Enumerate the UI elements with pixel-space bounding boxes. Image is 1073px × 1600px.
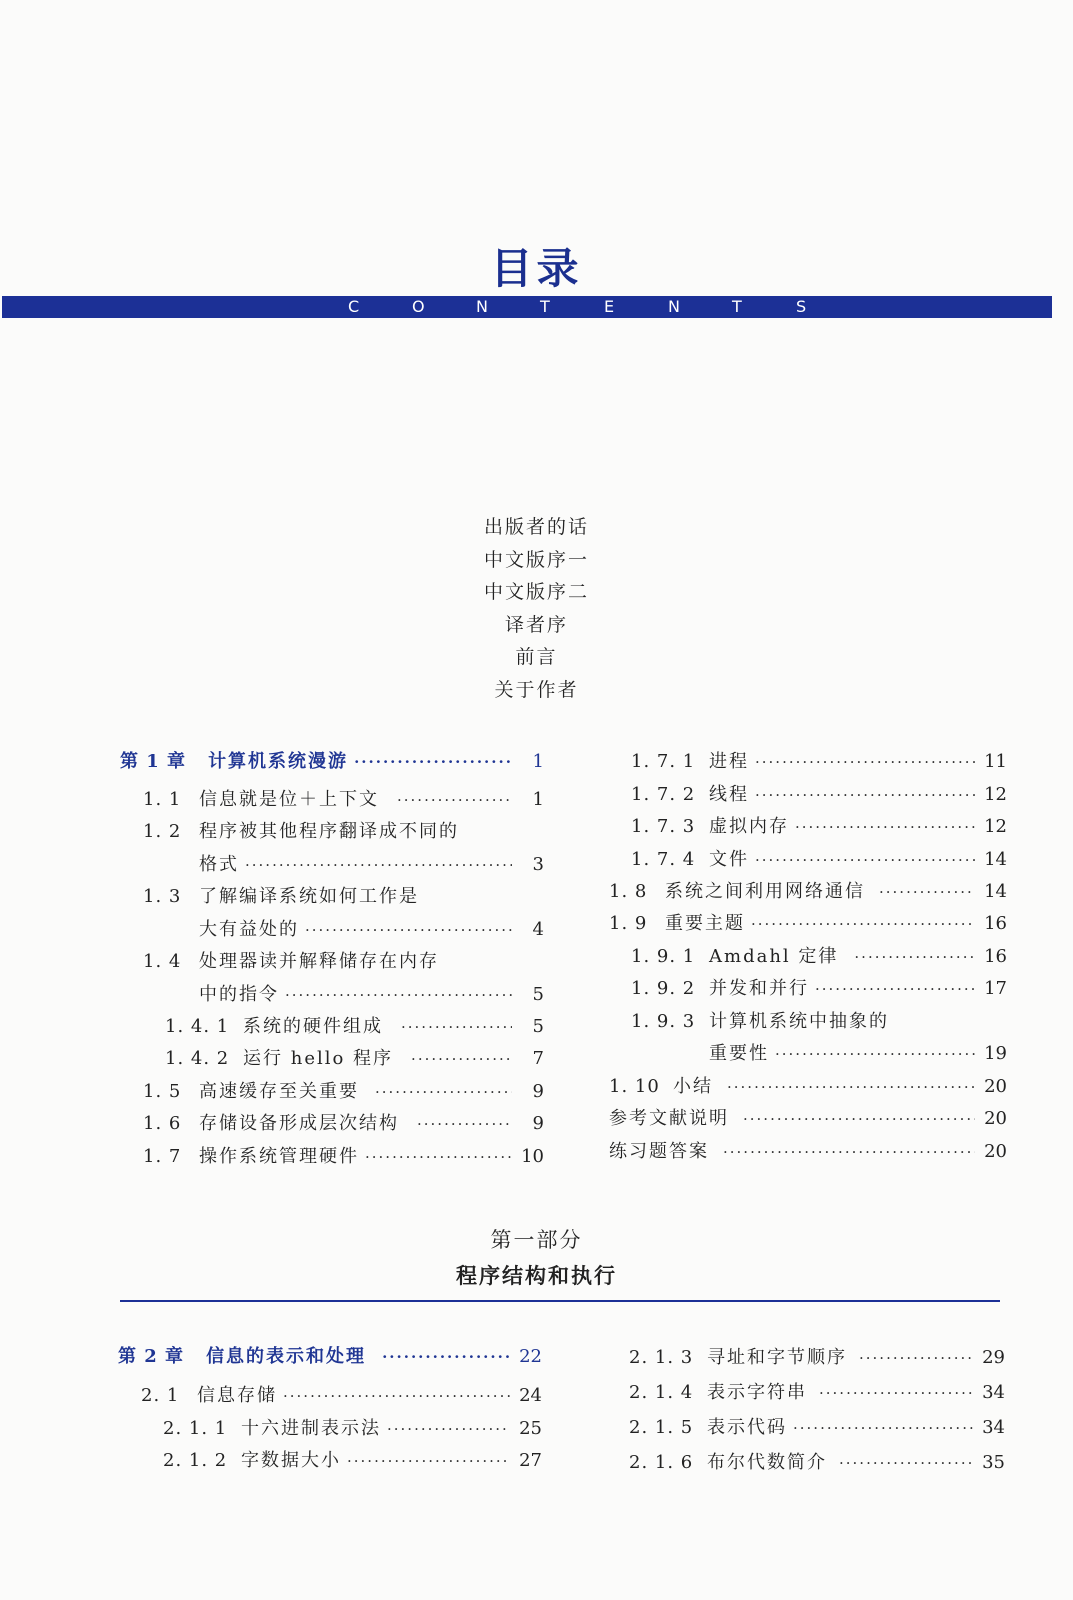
page-number: 12 — [984, 784, 1007, 805]
section-number: 2. 1. 2 — [163, 1450, 228, 1471]
section-title: 格式 — [199, 854, 239, 875]
section-title: 表示字符串 — [707, 1382, 807, 1403]
section-title: 信息就是位＋上下文 — [199, 789, 379, 810]
front-matter-item[interactable]: 中文版序一 — [483, 549, 589, 571]
section-number: 1. 5 — [143, 1081, 182, 1102]
section-number: 1. 4. 2 — [165, 1048, 230, 1069]
chapter-title: 信息的表示和处理 — [206, 1346, 367, 1367]
chapter-number: 第 2 章 — [118, 1346, 185, 1367]
toc-entry[interactable] — [631, 848, 1007, 872]
section-title: 存储设备形成层次结构 — [199, 1113, 399, 1134]
page-number: 35 — [982, 1452, 1005, 1473]
section-title: 大有益处的 — [199, 919, 299, 940]
section-title: 系统的硬件组成 — [243, 1016, 383, 1037]
page-title: 目录 — [490, 244, 583, 293]
section-title: 运行 hello 程序 — [243, 1048, 394, 1069]
toc-entry[interactable] — [609, 1140, 1007, 1164]
section-title: 信息存储 — [197, 1385, 277, 1406]
section-title: 练习题答案 — [609, 1141, 709, 1162]
section-number: 1. 1 — [143, 789, 182, 810]
section-title: 高速缓存至关重要 — [199, 1081, 359, 1102]
section-title: 寻址和字节顺序 — [707, 1347, 847, 1368]
toc-chapter-1[interactable] — [120, 750, 544, 774]
leader-dots — [793, 1416, 973, 1440]
page-number: 10 — [521, 1146, 544, 1167]
section-number: 1. 7. 1 — [631, 751, 696, 772]
leader-dots — [411, 1047, 512, 1071]
page-number: 9 — [532, 1113, 544, 1134]
toc-entry[interactable] — [163, 1417, 542, 1441]
section-title: 进程 — [709, 751, 749, 772]
toc-entry[interactable] — [143, 950, 439, 974]
toc-entry[interactable] — [143, 820, 459, 844]
section-number: 1. 7. 2 — [631, 784, 696, 805]
page-number: 17 — [984, 978, 1007, 999]
leader-dots — [245, 853, 512, 877]
toc-entry[interactable] — [631, 1010, 889, 1034]
toc-entry[interactable] — [165, 1047, 544, 1071]
section-number: 1. 9. 1 — [631, 946, 696, 967]
section-number: 1. 3 — [143, 886, 182, 907]
page-number: 16 — [984, 946, 1007, 967]
page-number: 19 — [984, 1043, 1007, 1064]
section-title: 系统之间利用网络通信 — [665, 881, 865, 902]
toc-entry[interactable] — [631, 815, 1007, 839]
page-number: 14 — [984, 849, 1007, 870]
leader-dots — [755, 848, 975, 872]
toc-entry[interactable] — [629, 1416, 1005, 1440]
section-title: 小结 — [673, 1076, 713, 1097]
leader-dots — [819, 1381, 973, 1405]
section-title: 虚拟内存 — [709, 816, 789, 837]
section-title: 文件 — [709, 849, 749, 870]
band-letter: N — [476, 297, 488, 316]
toc-entry-continuation[interactable] — [199, 853, 544, 877]
toc-entry[interactable] — [631, 783, 1007, 807]
page-number: 9 — [532, 1081, 544, 1102]
page-number: 24 — [519, 1385, 542, 1406]
part-divider — [120, 1300, 1000, 1302]
page-number: 34 — [982, 1417, 1005, 1438]
leader-dots — [859, 1346, 973, 1370]
section-title: 重要性 — [709, 1043, 769, 1064]
section-title: 布尔代数简介 — [707, 1452, 827, 1473]
leader-dots — [305, 918, 512, 942]
leader-dots — [775, 1042, 975, 1066]
section-number: 1. 9 — [609, 913, 648, 934]
band-letter: T — [540, 297, 550, 316]
leader-dots — [417, 1112, 512, 1136]
toc-entry[interactable] — [609, 912, 1007, 936]
leader-dots — [382, 1345, 510, 1369]
leader-dots — [839, 1451, 973, 1475]
leader-dots — [401, 1015, 512, 1039]
section-number: 1. 8 — [609, 881, 648, 902]
chapter-title: 计算机系统漫游 — [208, 751, 349, 772]
page-number: 3 — [532, 854, 544, 875]
section-number: 1. 6 — [143, 1113, 182, 1134]
section-number: 1. 2 — [143, 821, 182, 842]
leader-dots — [795, 815, 975, 839]
section-title: 线程 — [709, 784, 749, 805]
section-number: 2. 1. 4 — [629, 1382, 694, 1403]
leader-dots — [815, 977, 975, 1001]
section-number: 1. 10 — [609, 1076, 660, 1097]
leader-dots — [854, 945, 975, 969]
band-letter: C — [348, 297, 360, 316]
band-letter: N — [668, 297, 680, 316]
front-matter-item[interactable]: 译者序 — [504, 614, 568, 636]
page-number: 12 — [984, 816, 1007, 837]
section-title: 十六进制表示法 — [241, 1418, 381, 1439]
page-number: 1 — [532, 751, 544, 772]
leader-dots — [755, 783, 975, 807]
section-title: Amdahl 定律 — [709, 946, 839, 967]
toc-entry[interactable] — [141, 1384, 542, 1408]
toc-entry-continuation[interactable] — [709, 1042, 1007, 1066]
band-letter: E — [604, 297, 615, 316]
page-number: 5 — [532, 984, 544, 1005]
page-number: 16 — [984, 913, 1007, 934]
leader-dots — [723, 1140, 975, 1164]
page-number: 14 — [984, 881, 1007, 902]
leader-dots — [285, 983, 512, 1007]
section-title: 参考文献说明 — [609, 1108, 729, 1129]
leader-dots — [727, 1075, 975, 1099]
leader-dots — [751, 912, 975, 936]
section-title: 处理器读并解释储存在内存 — [199, 951, 439, 972]
contents-band — [2, 296, 1052, 318]
section-title: 计算机系统中抽象的 — [709, 1011, 889, 1032]
leader-dots — [743, 1107, 975, 1131]
leader-dots — [375, 1080, 512, 1104]
page-number: 1 — [532, 789, 544, 810]
section-title: 字数据大小 — [241, 1450, 341, 1471]
section-number: 2. 1. 3 — [629, 1347, 694, 1368]
section-title: 操作系统管理硬件 — [199, 1146, 359, 1167]
front-matter-item[interactable]: 出版者的话 — [483, 516, 589, 538]
leader-dots — [347, 1449, 510, 1473]
toc-entry-continuation[interactable] — [199, 983, 544, 1007]
section-number: 1. 4. 1 — [165, 1016, 230, 1037]
leader-dots — [879, 880, 975, 904]
toc-entry[interactable] — [609, 880, 1007, 904]
section-number: 2. 1. 5 — [629, 1417, 694, 1438]
section-title: 并发和并行 — [709, 978, 809, 999]
section-number: 1. 9. 3 — [631, 1011, 696, 1032]
leader-dots — [397, 788, 512, 812]
section-number: 1. 9. 2 — [631, 978, 696, 999]
leader-dots — [365, 1145, 512, 1169]
page-number: 20 — [984, 1108, 1007, 1129]
page-number: 25 — [519, 1418, 542, 1439]
leader-dots — [387, 1417, 510, 1441]
page-number: 5 — [532, 1016, 544, 1037]
section-title: 中的指令 — [199, 984, 279, 1005]
section-number: 1. 7. 3 — [631, 816, 696, 837]
band-letter: O — [412, 297, 425, 316]
toc-entry[interactable] — [165, 1015, 544, 1039]
page-number: 7 — [532, 1048, 544, 1069]
part-label: 第一部分 — [490, 1228, 583, 1252]
toc-entry[interactable] — [609, 1107, 1007, 1131]
front-matter-item[interactable]: 中文版序二 — [483, 581, 589, 603]
toc-entry[interactable] — [143, 1080, 544, 1104]
chapter-number: 第 1 章 — [120, 751, 187, 772]
toc-entry[interactable] — [143, 788, 544, 812]
band-letter: T — [732, 297, 742, 316]
leader-dots — [755, 750, 975, 774]
section-title: 了解编译系统如何工作是 — [199, 886, 419, 907]
section-number: 1. 4 — [143, 951, 182, 972]
section-title: 表示代码 — [707, 1417, 787, 1438]
toc-entry[interactable] — [143, 1145, 544, 1169]
section-number: 2. 1. 6 — [629, 1452, 694, 1473]
section-title: 程序被其他程序翻译成不同的 — [199, 821, 459, 842]
page-number: 27 — [519, 1450, 542, 1471]
toc-entry[interactable] — [143, 885, 419, 909]
page-number: 4 — [532, 919, 544, 940]
section-title: 重要主题 — [665, 913, 745, 934]
toc-entry[interactable] — [629, 1346, 1005, 1370]
page-number: 29 — [982, 1347, 1005, 1368]
toc-chapter-2[interactable] — [118, 1345, 542, 1369]
toc-entry[interactable] — [631, 977, 1007, 1001]
page-number: 22 — [519, 1346, 542, 1367]
toc-entry[interactable] — [631, 945, 1007, 969]
leader-dots — [283, 1384, 510, 1408]
front-matter-item[interactable]: 关于作者 — [494, 679, 579, 701]
page-number: 20 — [984, 1141, 1007, 1162]
band-letter: S — [796, 297, 807, 316]
toc-entry[interactable] — [143, 1112, 544, 1136]
section-number: 1. 7. 4 — [631, 849, 696, 870]
toc-entry[interactable] — [609, 1075, 1007, 1099]
toc-entry[interactable] — [629, 1381, 1005, 1405]
toc-entry[interactable] — [631, 750, 1007, 774]
page-number: 20 — [984, 1076, 1007, 1097]
page-number: 34 — [982, 1382, 1005, 1403]
part-name: 程序结构和执行 — [456, 1264, 617, 1288]
section-number: 2. 1 — [141, 1385, 180, 1406]
leader-dots — [354, 750, 512, 774]
section-number: 1. 7 — [143, 1146, 182, 1167]
toc-entry[interactable] — [163, 1449, 542, 1473]
toc-entry-continuation[interactable] — [199, 918, 544, 942]
toc-entry[interactable] — [629, 1451, 1005, 1475]
page-number: 11 — [984, 751, 1007, 772]
front-matter-item[interactable]: 前言 — [515, 646, 558, 668]
section-number: 2. 1. 1 — [163, 1418, 228, 1439]
